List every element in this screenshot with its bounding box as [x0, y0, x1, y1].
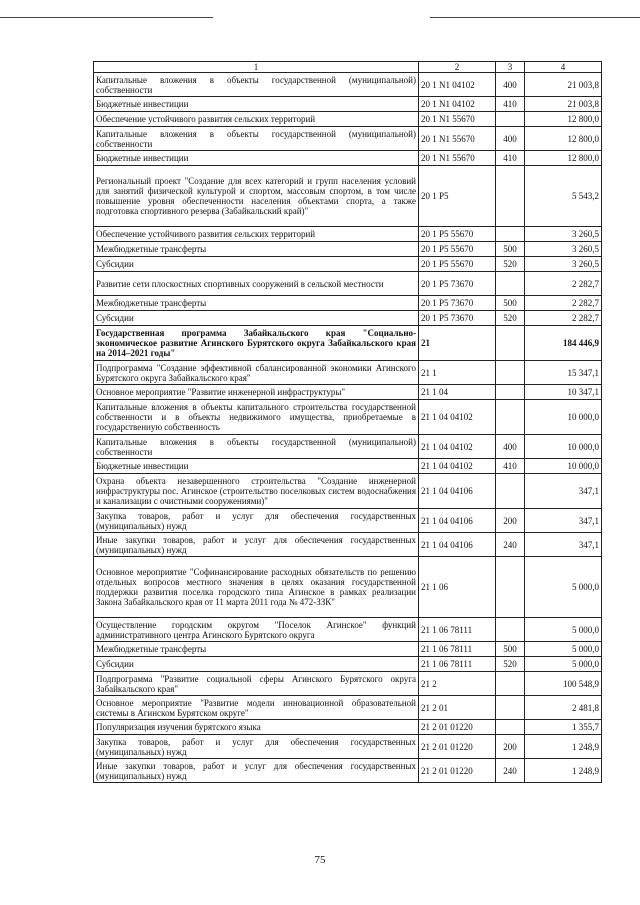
budget-table: [93, 61, 602, 783]
row-name-cell: Основное мероприятие "Развитие инженерной инфраструктуры": [94, 385, 419, 400]
row-vr-cell: 410: [496, 97, 525, 112]
row-code-cell: 21 1 06 78111: [419, 657, 496, 672]
row-amount-cell: 2 282,7: [525, 272, 602, 296]
row-code-cell: 20 1 N1 55670: [419, 151, 496, 166]
row-code-cell: 21 2 01: [419, 696, 496, 720]
row-amount-cell: 3 260,5: [525, 242, 602, 257]
row-amount-cell: 2 481,8: [525, 696, 602, 720]
row-vr-cell: 410: [496, 151, 525, 166]
row-name-cell: Капитальные вложения в объекты капитального строительства государственной собственности и в объекты недвижимого имущества, приобретаемые в государственную собственность: [94, 400, 419, 435]
row-amount-cell: 3 260,5: [525, 227, 602, 242]
row-amount-cell: 12 800,0: [525, 112, 602, 127]
row-name-cell: Субсидии: [94, 257, 419, 272]
row-name-cell: Закупка товаров, работ и услуг для обеспечения государственных (муниципальных) нужд: [94, 735, 419, 759]
row-amount-cell: 2 282,7: [525, 296, 602, 311]
table-row: [94, 97, 602, 112]
table-row: [94, 672, 602, 696]
row-vr-cell: 500: [496, 242, 525, 257]
row-name-cell: Региональный проект "Создание для всех категорий и групп населения условий для занятий физической культурой и спортом, массовым спортом, в том числе повышение уровня обеспеченности населения объектами спорта, а также подготовка спортивного резерва (Забайкальский край)": [94, 166, 419, 227]
table-row: [94, 385, 602, 400]
row-name-cell: Субсидии: [94, 657, 419, 672]
row-vr-cell: [496, 400, 525, 435]
row-code-cell: 21 2 01 01220: [419, 759, 496, 783]
table-row: [94, 720, 602, 735]
row-vr-cell: 400: [496, 73, 525, 97]
row-name-cell: Основное мероприятие "Развитие модели инновационной образовательной системы в Агинском Бурятском округе": [94, 696, 419, 720]
table-row: [94, 735, 602, 759]
row-name-cell: Обеспечение устойчивого развития сельских территорий: [94, 227, 419, 242]
row-amount-cell: 347,1: [525, 474, 602, 509]
row-name-cell: Популяризация изучения бурятского языка: [94, 720, 419, 735]
table-row: [94, 557, 602, 618]
row-vr-cell: 240: [496, 533, 525, 557]
row-code-cell: 21 1 04 04102: [419, 459, 496, 474]
row-amount-cell: 10 347,1: [525, 385, 602, 400]
table-row: [94, 435, 602, 459]
row-code-cell: 20 1 N1 55670: [419, 127, 496, 151]
row-vr-cell: [496, 227, 525, 242]
row-amount-cell: 347,1: [525, 509, 602, 533]
row-name-cell: Капитальные вложения в объекты государственной (муниципальной) собственности: [94, 127, 419, 151]
row-vr-cell: 410: [496, 459, 525, 474]
row-vr-cell: [496, 272, 525, 296]
row-amount-cell: 100 548,9: [525, 672, 602, 696]
row-code-cell: 21 2 01 01220: [419, 720, 496, 735]
row-vr-cell: [496, 720, 525, 735]
header-col-3: 3: [496, 62, 525, 73]
row-code-cell: 21 1 06 78111: [419, 618, 496, 642]
row-vr-cell: [496, 326, 525, 361]
row-amount-cell: 1 248,9: [525, 759, 602, 783]
row-vr-cell: [496, 474, 525, 509]
table-row: [94, 166, 602, 227]
row-amount-cell: 5 000,0: [525, 642, 602, 657]
header-col-4: 4: [525, 62, 602, 73]
row-amount-cell: 12 800,0: [525, 127, 602, 151]
row-name-cell: Основное мероприятие "Софинансирование расходных обязательств по решению отдельных вопросов местного значения в целях оказания государственной поддержки развития поселка городского типа Агинское в рамках реализации Закона Забайкальского края от 11 марта 2011 года № 472-ЗЗК": [94, 557, 419, 618]
row-amount-cell: 1 248,9: [525, 735, 602, 759]
row-code-cell: 21 1: [419, 361, 496, 385]
row-vr-cell: 200: [496, 735, 525, 759]
row-code-cell: 20 1 N1 04102: [419, 73, 496, 97]
row-name-cell: Бюджетные инвестиции: [94, 151, 419, 166]
table-row: [94, 759, 602, 783]
table-row: [94, 400, 602, 435]
row-vr-cell: 240: [496, 759, 525, 783]
row-vr-cell: [496, 696, 525, 720]
row-vr-cell: [496, 361, 525, 385]
row-code-cell: 21 1 04 04106: [419, 474, 496, 509]
row-name-cell: Межбюджетные трансферты: [94, 296, 419, 311]
table-row: [94, 326, 602, 361]
table-row: [94, 533, 602, 557]
row-vr-cell: 200: [496, 509, 525, 533]
header-col-1: 1: [94, 62, 419, 73]
row-amount-cell: 10 000,0: [525, 459, 602, 474]
row-code-cell: 20 1 P5 55670: [419, 227, 496, 242]
table-header-row: [94, 62, 602, 73]
row-code-cell: 21 2 01 01220: [419, 735, 496, 759]
row-code-cell: 21 1 06 78111: [419, 642, 496, 657]
row-vr-cell: [496, 166, 525, 227]
row-amount-cell: 21 003,8: [525, 73, 602, 97]
page-number: 75: [314, 854, 326, 866]
row-vr-cell: [496, 618, 525, 642]
row-amount-cell: 5 543,2: [525, 166, 602, 227]
row-code-cell: 21 2: [419, 672, 496, 696]
row-code-cell: 21: [419, 326, 496, 361]
row-amount-cell: 3 260,5: [525, 257, 602, 272]
table-row: [94, 618, 602, 642]
row-vr-cell: [496, 557, 525, 618]
table-row: [94, 696, 602, 720]
row-amount-cell: 347,1: [525, 533, 602, 557]
row-amount-cell: 1 355,7: [525, 720, 602, 735]
row-name-cell: Осуществление городским округом "Поселок Агинское" функций административного центра Агинского Бурятского округа: [94, 618, 419, 642]
row-name-cell: Закупка товаров, работ и услуг для обеспечения государственных (муниципальных) нужд: [94, 509, 419, 533]
row-code-cell: 20 1 P5 55670: [419, 257, 496, 272]
table-row: [94, 509, 602, 533]
row-code-cell: 21 1 04 04102: [419, 435, 496, 459]
table-row: [94, 296, 602, 311]
row-name-cell: Межбюджетные трансферты: [94, 242, 419, 257]
top-rule-right: [430, 17, 640, 18]
row-amount-cell: 2 282,7: [525, 311, 602, 326]
row-name-cell: Субсидии: [94, 311, 419, 326]
row-code-cell: 21 1 04 04106: [419, 509, 496, 533]
row-amount-cell: 5 000,0: [525, 557, 602, 618]
row-code-cell: 21 1 04 04102: [419, 400, 496, 435]
row-name-cell: Обеспечение устойчивого развития сельских территорий: [94, 112, 419, 127]
row-vr-cell: [496, 672, 525, 696]
table-row: [94, 73, 602, 97]
row-code-cell: 21 1 04: [419, 385, 496, 400]
row-name-cell: Иные закупки товаров, работ и услуг для обеспечения государственных (муниципальных) нужд: [94, 759, 419, 783]
table-row: [94, 459, 602, 474]
row-amount-cell: 21 003,8: [525, 97, 602, 112]
row-code-cell: 21 1 06: [419, 557, 496, 618]
row-code-cell: 20 1 P5 55670: [419, 242, 496, 257]
row-name-cell: Иные закупки товаров, работ и услуг для обеспечения государственных (муниципальных) нужд: [94, 533, 419, 557]
table-row: [94, 257, 602, 272]
row-amount-cell: 12 800,0: [525, 151, 602, 166]
row-name-cell: Охрана объекта незавершенного строительства "Создание инженерной инфраструктуры пос. Агинское (строительство поселковых систем водоснабжения и канализации с очистными сооружениями)": [94, 474, 419, 509]
row-code-cell: 20 1 P5 73670: [419, 296, 496, 311]
table-row: [94, 361, 602, 385]
row-vr-cell: 400: [496, 435, 525, 459]
table-row: [94, 242, 602, 257]
row-code-cell: 20 1 P5: [419, 166, 496, 227]
row-vr-cell: [496, 385, 525, 400]
row-amount-cell: 15 347,1: [525, 361, 602, 385]
row-vr-cell: 500: [496, 642, 525, 657]
table-row: [94, 127, 602, 151]
row-code-cell: 20 1 N1 55670: [419, 112, 496, 127]
row-name-cell: Подпрограмма "Создание эффективной сбалансированной экономики Агинского Бурятского округа Забайкальского края": [94, 361, 419, 385]
row-code-cell: 20 1 P5 73670: [419, 272, 496, 296]
row-code-cell: 20 1 P5 73670: [419, 311, 496, 326]
row-name-cell: Подпрограмма "Развитие социальной сферы Агинского Бурятского округа Забайкальского края": [94, 672, 419, 696]
row-name-cell: Развитие сети плоскостных спортивных сооружений в сельской местности: [94, 272, 419, 296]
row-amount-cell: 184 446,9: [525, 326, 602, 361]
row-vr-cell: 520: [496, 257, 525, 272]
row-code-cell: 20 1 N1 04102: [419, 97, 496, 112]
row-name-cell: Капитальные вложения в объекты государственной (муниципальной) собственности: [94, 435, 419, 459]
header-col-2: 2: [419, 62, 496, 73]
table-row: [94, 112, 602, 127]
row-vr-cell: 400: [496, 127, 525, 151]
table-row: [94, 311, 602, 326]
row-amount-cell: 5 000,0: [525, 657, 602, 672]
row-code-cell: 21 1 04 04106: [419, 533, 496, 557]
row-vr-cell: 520: [496, 657, 525, 672]
row-vr-cell: 520: [496, 311, 525, 326]
row-amount-cell: 10 000,0: [525, 400, 602, 435]
table-row: [94, 151, 602, 166]
top-rule-left: [0, 17, 213, 18]
row-amount-cell: 5 000,0: [525, 618, 602, 642]
table-row: [94, 474, 602, 509]
row-name-cell: Государственная программа Забайкальского края "Социально-экономическое развитие Агинского Бурятского округа Забайкальского края на 2014–2021 годы": [94, 326, 419, 361]
table-row: [94, 272, 602, 296]
row-name-cell: Бюджетные инвестиции: [94, 97, 419, 112]
row-name-cell: Бюджетные инвестиции: [94, 459, 419, 474]
row-vr-cell: 500: [496, 296, 525, 311]
row-amount-cell: 10 000,0: [525, 435, 602, 459]
row-vr-cell: [496, 112, 525, 127]
row-name-cell: Капитальные вложения в объекты государственной (муниципальной) собственности: [94, 73, 419, 97]
row-name-cell: Межбюджетные трансферты: [94, 642, 419, 657]
table-row: [94, 227, 602, 242]
table-row: [94, 657, 602, 672]
table-row: [94, 642, 602, 657]
